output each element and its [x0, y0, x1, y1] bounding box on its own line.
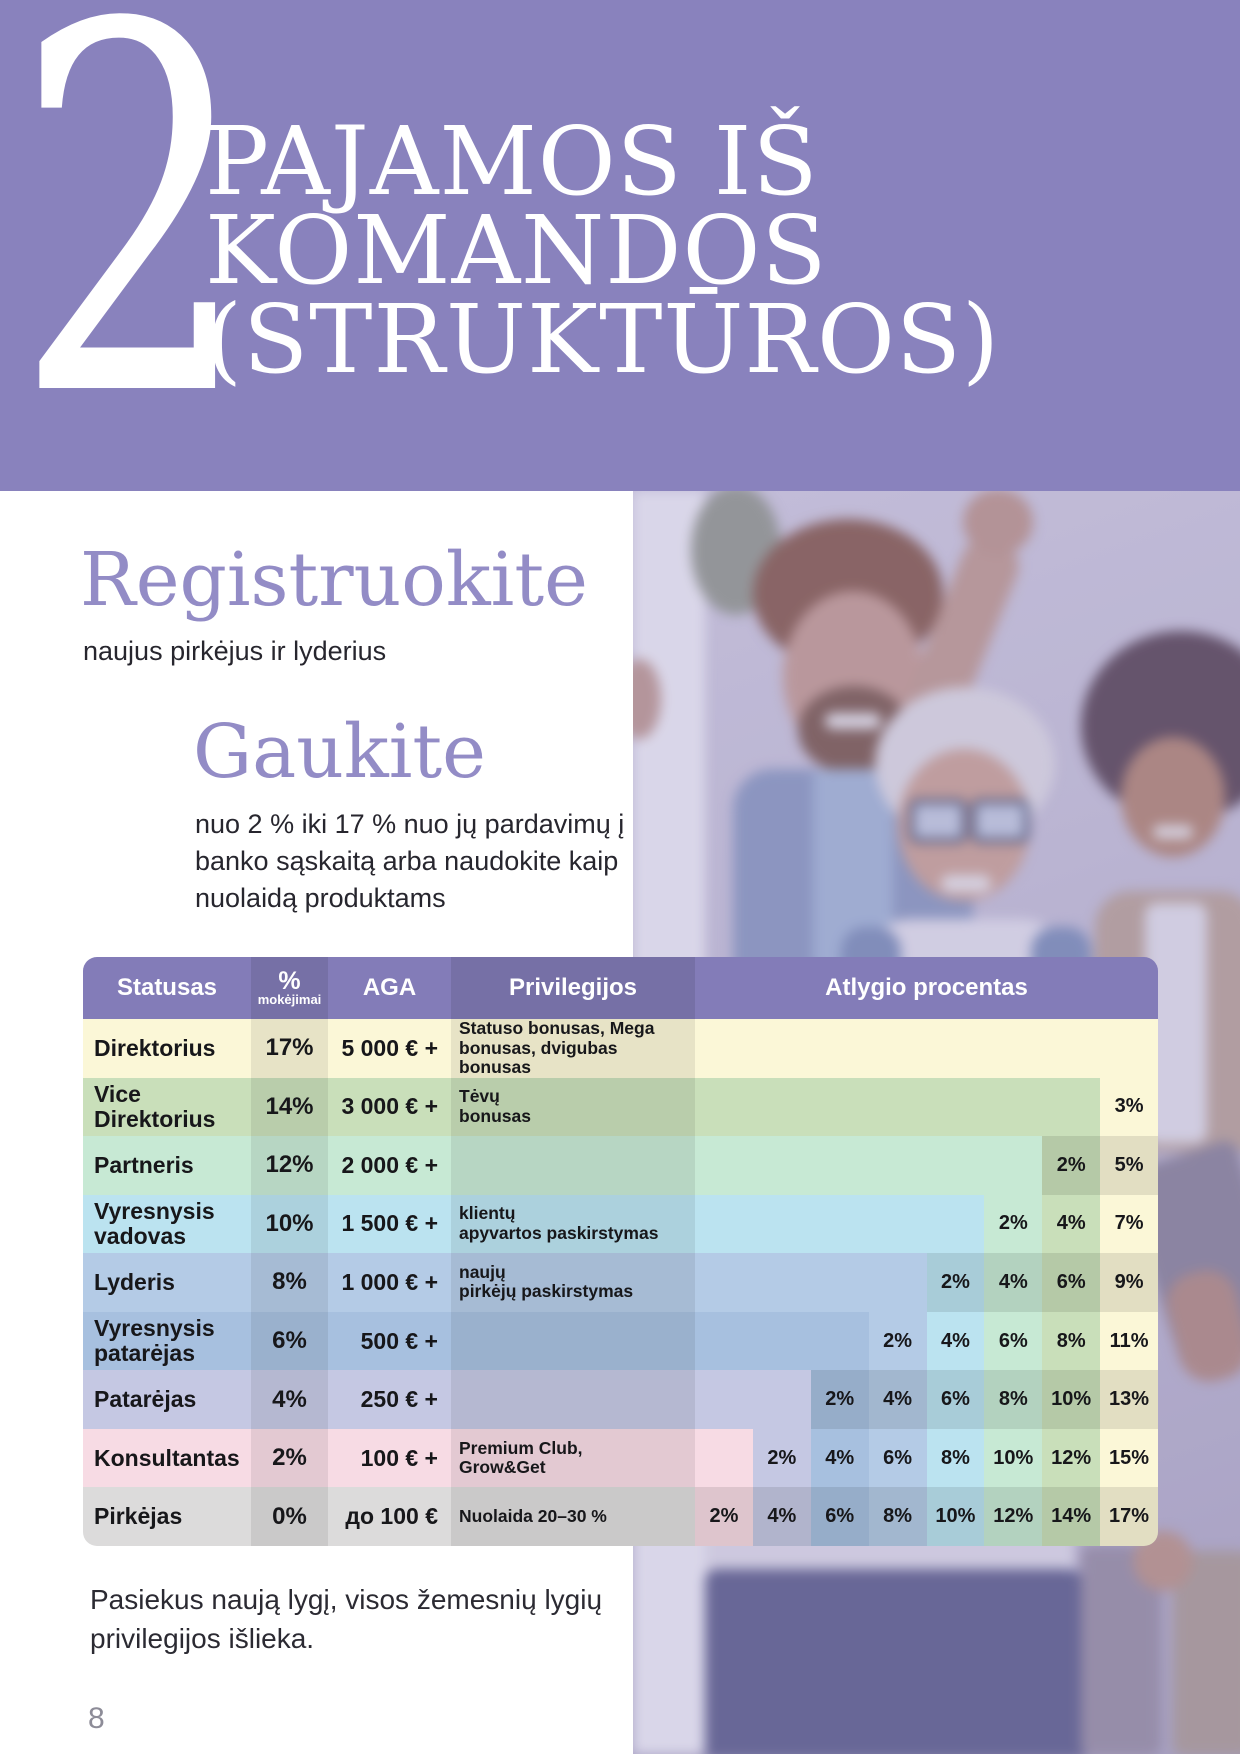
page-title-line-3: (STRUKTŪROS) [205, 285, 1001, 395]
reward-cell: 6% [1042, 1253, 1100, 1312]
reward-band-cell [695, 1253, 753, 1312]
reward-band-cell [869, 1136, 927, 1195]
table-row [83, 1429, 1158, 1488]
reward-band-cell [869, 1253, 927, 1312]
reward-cell: 6% [927, 1370, 985, 1429]
status-cell: Partneris [83, 1136, 251, 1195]
reward-cell: 9% [1100, 1253, 1158, 1312]
reward-band-cell [811, 1312, 869, 1371]
privileges-cell [451, 1370, 695, 1429]
reward-cell: 12% [1042, 1429, 1100, 1488]
reward-cell: 8% [869, 1487, 927, 1546]
privileges-cell [451, 1136, 695, 1195]
reward-cell: 8% [927, 1429, 985, 1488]
aga-cell: до 100 € [328, 1487, 451, 1546]
reward-cell: 17% [1100, 1487, 1158, 1546]
table-row [83, 1312, 1158, 1371]
payments-cell: 4% [251, 1370, 328, 1429]
reward-cell: 12% [984, 1487, 1042, 1546]
table-row [83, 1195, 1158, 1254]
reward-band-cell [753, 1078, 811, 1137]
reward-cell: 4% [869, 1370, 927, 1429]
reward-cell: 4% [753, 1487, 811, 1546]
table-header-row [83, 957, 1158, 1019]
reward-band-cell [869, 1078, 927, 1137]
receive-body-line-2: banko sąskaitą arba naudokite kaip [195, 846, 619, 876]
privileges-cell: Tėvų bonusas [451, 1078, 695, 1137]
privileges-cell: Statuso bonusas, Mega bonusas, dvigubas bonusas [451, 1019, 695, 1078]
reward-cell: 8% [1042, 1312, 1100, 1371]
header-reward: Atlygio procentas [695, 957, 1158, 1019]
page-title-line-1: PAJAMOS IŠ [205, 107, 819, 217]
privileges-cell: naujų pirkėjų paskirstymas [451, 1253, 695, 1312]
status-cell: Vice Direktorius [83, 1078, 251, 1137]
reward-band-cell [753, 1136, 811, 1195]
receive-body [195, 806, 624, 917]
reward-cell: 2% [753, 1429, 811, 1488]
reward-cell: 6% [869, 1429, 927, 1488]
table-row [83, 1019, 1158, 1078]
payments-cell: 10% [251, 1195, 328, 1254]
aga-cell: 2 000 € + [328, 1136, 451, 1195]
reward-band-cell [811, 1136, 869, 1195]
chapter-number: 2 [14, 0, 252, 508]
reward-cell: 2% [811, 1370, 869, 1429]
reward-cell: 2% [695, 1487, 753, 1546]
status-cell: Lyderis [83, 1253, 251, 1312]
reward-band-cell [984, 1019, 1042, 1078]
register-subtitle: naujus pirkėjus ir lyderius [83, 636, 387, 666]
reward-band-cell [869, 1195, 927, 1254]
footer-note-line-2: privilegijos išlieka. [90, 1623, 315, 1654]
aga-cell: 3 000 € + [328, 1078, 451, 1137]
privileges-cell: Nuolaida 20–30 % [451, 1487, 695, 1546]
reward-band-cell [984, 1078, 1042, 1137]
status-cell: Direktorius [83, 1019, 251, 1078]
reward-band-cell [811, 1195, 869, 1254]
reward-band-cell [695, 1429, 753, 1488]
page-title-line-2: KOMANDOS [205, 196, 828, 306]
hero-banner [0, 0, 1240, 508]
payments-cell: 8% [251, 1253, 328, 1312]
reward-cell: 6% [984, 1312, 1042, 1371]
aga-cell: 100 € + [328, 1429, 451, 1488]
payments-cell: 14% [251, 1078, 328, 1137]
payments-cell: 6% [251, 1312, 328, 1371]
status-cell: Patarėjas [83, 1370, 251, 1429]
reward-cell: 6% [811, 1487, 869, 1546]
receive-body-line-3: nuolaidą produktams [195, 883, 446, 913]
reward-band-cell [695, 1078, 753, 1137]
reward-band-cell [1100, 1019, 1158, 1078]
reward-cell: 7% [1100, 1195, 1158, 1254]
register-heading: Registruokite [80, 537, 588, 623]
header-aga: AGA [328, 957, 451, 1019]
reward-cell: 3% [1100, 1078, 1158, 1137]
reward-band-cell [927, 1078, 985, 1137]
aga-cell: 250 € + [328, 1370, 451, 1429]
privileges-cell: klientų apyvartos paskirstymas [451, 1195, 695, 1254]
reward-cell: 5% [1100, 1136, 1158, 1195]
reward-cell: 4% [1042, 1195, 1100, 1254]
footer-note-line-1: Pasiekus naują lygį, visos žemesnių lygių [90, 1584, 603, 1615]
aga-cell: 1 500 € + [328, 1195, 451, 1254]
receive-heading: Gaukite [193, 709, 486, 795]
status-table [83, 957, 1158, 1546]
reward-cell: 11% [1100, 1312, 1158, 1371]
status-cell: Konsultantas [83, 1429, 251, 1488]
table-row [83, 1136, 1158, 1195]
reward-cell: 4% [984, 1253, 1042, 1312]
reward-band-cell [695, 1019, 753, 1078]
status-cell: Pirkėjas [83, 1487, 251, 1546]
header-payments-sub: mokėjimai [257, 992, 322, 1007]
payments-cell: 2% [251, 1429, 328, 1488]
reward-band-cell [695, 1312, 753, 1371]
reward-band-cell [984, 1136, 1042, 1195]
privileges-cell [451, 1312, 695, 1371]
reward-band-cell [811, 1253, 869, 1312]
receive-body-line-1: nuo 2 % iki 17 % nuo jų pardavimų į [195, 809, 625, 839]
reward-band-cell [753, 1195, 811, 1254]
aga-cell: 5 000 € + [328, 1019, 451, 1078]
reward-cell: 2% [1042, 1136, 1100, 1195]
payments-cell: 12% [251, 1136, 328, 1195]
page-title [205, 107, 1001, 395]
header-status: Statusas [83, 957, 251, 1019]
reward-band-cell [753, 1253, 811, 1312]
reward-cell: 10% [927, 1487, 985, 1546]
reward-band-cell [695, 1370, 753, 1429]
table-row [83, 1370, 1158, 1429]
table-row [83, 1253, 1158, 1312]
header-payments-main: % [278, 967, 301, 995]
status-cell: Vyresnysis vadovas [83, 1195, 251, 1254]
reward-band-cell [927, 1195, 985, 1254]
page-number: 8 [88, 1702, 105, 1735]
reward-band-cell [695, 1136, 753, 1195]
reward-band-cell [811, 1019, 869, 1078]
reward-cell: 13% [1100, 1370, 1158, 1429]
reward-cell: 14% [1042, 1487, 1100, 1546]
reward-band-cell [927, 1136, 985, 1195]
status-cell: Vyresnysis patarėjas [83, 1312, 251, 1371]
reward-cell: 2% [927, 1253, 985, 1312]
payments-cell: 0% [251, 1487, 328, 1546]
header-payments [251, 957, 328, 1019]
reward-band-cell [1042, 1019, 1100, 1078]
reward-cell: 10% [984, 1429, 1042, 1488]
payments-cell: 17% [251, 1019, 328, 1078]
privileges-cell: Premium Club, Grow&Get [451, 1429, 695, 1488]
reward-cell: 8% [984, 1370, 1042, 1429]
reward-cell: 4% [927, 1312, 985, 1371]
reward-band-cell [753, 1019, 811, 1078]
aga-cell: 500 € + [328, 1312, 451, 1371]
reward-band-cell [811, 1078, 869, 1137]
header-privileges: Privilegijos [451, 957, 695, 1019]
reward-cell: 10% [1042, 1370, 1100, 1429]
table-row [83, 1487, 1158, 1546]
reward-cell: 2% [984, 1195, 1042, 1254]
reward-band-cell [927, 1019, 985, 1078]
reward-cell: 15% [1100, 1429, 1158, 1488]
reward-band-cell [753, 1370, 811, 1429]
reward-band-cell [1042, 1078, 1100, 1137]
reward-band-cell [869, 1019, 927, 1078]
reward-band-cell [753, 1312, 811, 1371]
reward-cell: 4% [811, 1429, 869, 1488]
aga-cell: 1 000 € + [328, 1253, 451, 1312]
reward-band-cell [695, 1195, 753, 1254]
reward-cell: 2% [869, 1312, 927, 1371]
table-row [83, 1078, 1158, 1137]
footer-note [90, 1580, 602, 1658]
